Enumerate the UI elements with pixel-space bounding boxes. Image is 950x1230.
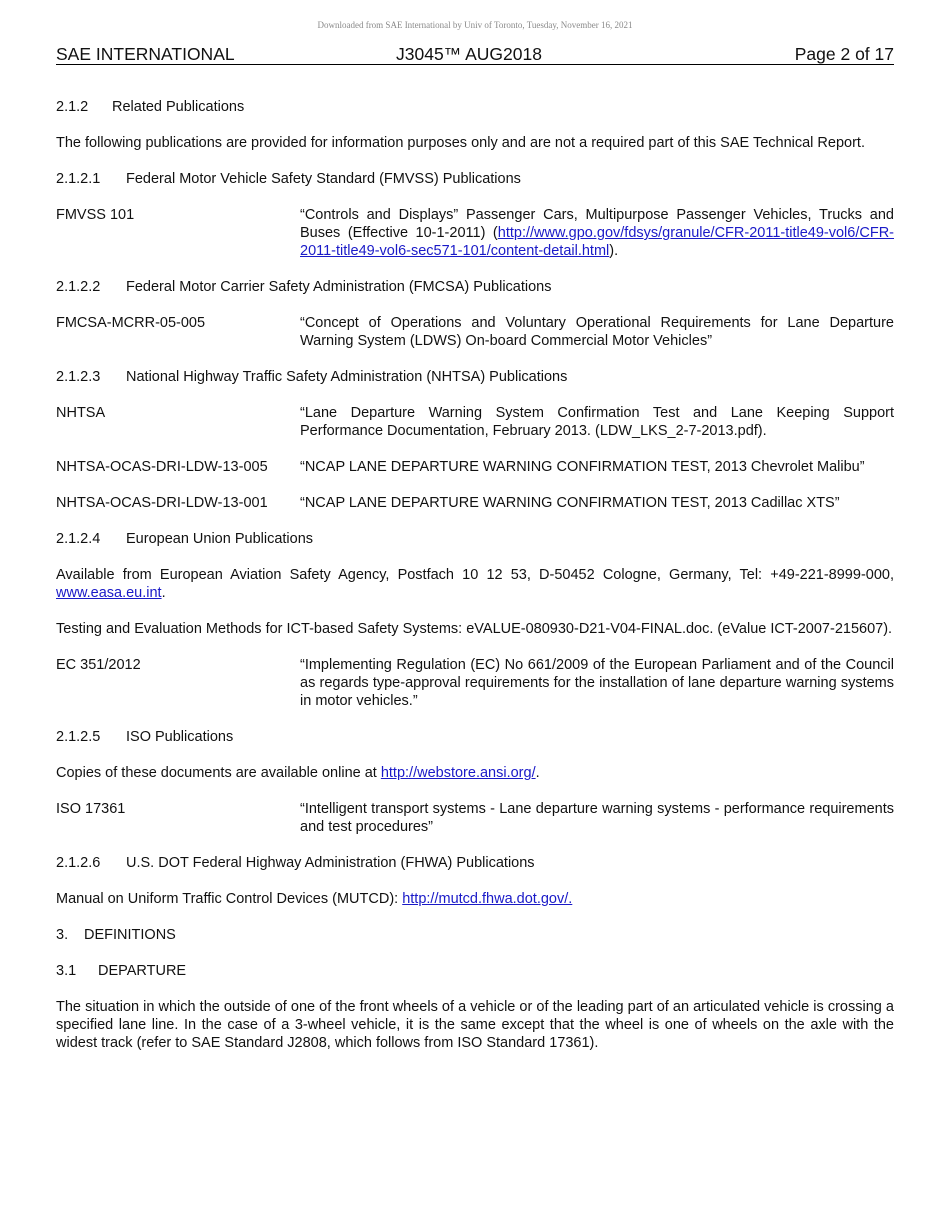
reference-id: NHTSA [56,405,106,421]
reference-description: “NCAP LANE DEPARTURE WARNING CONFIRMATION TEST, 2013 Cadillac XTS” [300,495,840,511]
reference-entry-nhtsa-13-005 [56,458,894,476]
reference-description: “Intelligent transport systems - Lane departure warning systems - performance requirements and test procedures” [300,801,894,835]
section-number: 2.1.2 [56,99,89,115]
section-title: National Highway Traffic Safety Administration (NHTSA) Publications [126,369,568,385]
section-number: 2.1.2.2 [56,279,101,295]
section-number: 3.1 [56,963,77,979]
section-2-1-2-heading [56,98,894,116]
ansi-webstore-link[interactable]: http://webstore.ansi.org/ [380,765,536,781]
mutcd-link[interactable]: http://mutcd.fhwa.dot.gov/. [402,891,573,907]
departure-definition-paragraph: The situation in which the outside of one of the front wheels of a vehicle or of the leading part of an articulated vehicle is crossing a specified lane line. In the case of a 3-wheel vehicle, it is the same except that the wheel is one of wheels on the axle with the widest track (refer to SAE Standard J2808, which follows from ISO Standard 17361). [56,999,894,1051]
header-document-id: J3045™ AUG2018 [396,44,542,64]
reference-id: NHTSA-OCAS-DRI-LDW-13-001 [56,495,268,511]
section-3-1-heading [56,962,894,980]
section-2-1-2-4-heading [56,530,894,548]
section-title: Related Publications [112,99,245,115]
section-2-1-2-paragraph: The following publications are provided for information purposes only and are not a required part of this SAE Technical Report. [56,135,865,151]
section-number: 2.1.2.3 [56,369,101,385]
section-number: 2.1.2.5 [56,729,101,745]
section-number: 2.1.2.1 [56,171,101,187]
section-3-heading [56,926,894,944]
section-2-1-2-6-heading [56,854,894,872]
easa-link[interactable]: www.easa.eu.int [56,585,162,601]
header-organization: SAE INTERNATIONAL [56,44,235,64]
header-page-number: Page 2 of 17 [794,44,894,64]
reference-description: “Concept of Operations and Voluntary Operational Requirements for Lane Departure Warning System (LDWS) On-board Commercial Motor Vehicles” [300,315,894,349]
reference-entry-iso-17361 [56,800,894,836]
reference-description: “NCAP LANE DEPARTURE WARNING CONFIRMATION TEST, 2013 Chevrolet Malibu” [300,459,865,475]
reference-description: “Implementing Regulation (EC) No 661/2009 of the European Parliament and of the Council as regards type-approval requirements for the installation of lane departure warning systems in motor vehicles.” [300,657,894,709]
section-title: DEFINITIONS [84,927,176,943]
reference-entry-fmvss-101 [56,206,894,260]
reference-id: FMVSS 101 [56,207,135,223]
reference-entry-ec-351-2012 [56,656,894,710]
section-2-1-2-5-heading [56,728,894,746]
section-2-1-2-3-heading [56,368,894,386]
page-header [56,44,894,65]
download-watermark: Downloaded from SAE International by Univ of Toronto, Tuesday, November 16, 2021 [317,20,633,30]
reference-entry-nhtsa-13-001 [56,494,894,512]
section-2-1-2-1-heading [56,170,894,188]
section-title: ISO Publications [126,729,234,745]
reference-id: EC 351/2012 [56,657,141,673]
reference-description: “Lane Departure Warning System Confirmation Test and Lane Keeping Support Performance Documentation, February 2013. (LDW_LKS_2-7-2013.pdf). [300,405,894,439]
reference-description: “Controls and Displays” Passenger Cars, Multipurpose Passenger Vehicles, Trucks and Buses (Effective 10-1-2011) (http://www.gpo.gov/fdsys/granule/CFR-2011-title49-vol6/CFR-2011-title49-vol6-sec571-101/content-detail.html). [300,207,894,259]
section-number: 2.1.2.4 [56,531,101,547]
section-title: U.S. DOT Federal Highway Administration (FHWA) Publications [126,855,535,871]
section-title: Federal Motor Carrier Safety Administration (FMCSA) Publications [126,279,552,295]
gpo-cfr-link[interactable]: http://www.gpo.gov/fdsys/granule/CFR-2011-title49-vol6/CFR-2011-title49-vol6-sec571-101/content-detail.html [300,225,894,259]
document-body [56,98,894,1070]
section-number: 2.1.2.6 [56,855,101,871]
easa-availability-paragraph: Available from European Aviation Safety Agency, Postfach 10 12 53, D-50452 Cologne, Germany, Tel: +49-221-8999-000, www.easa.eu.int. [56,567,894,601]
reference-id: NHTSA-OCAS-DRI-LDW-13-005 [56,459,268,475]
section-title: Federal Motor Vehicle Safety Standard (FMVSS) Publications [126,171,521,187]
reference-id: ISO 17361 [56,801,126,817]
section-2-1-2-2-heading [56,278,894,296]
reference-id: FMCSA-MCRR-05-005 [56,315,206,331]
section-number: 3. [56,927,69,943]
reference-entry-fmcsa [56,314,894,350]
mutcd-paragraph: Manual on Uniform Traffic Control Devices (MUTCD): http://mutcd.fhwa.dot.gov/. [56,891,573,907]
section-title: DEPARTURE [98,963,187,979]
reference-entry-nhtsa [56,404,894,440]
section-title: European Union Publications [126,531,314,547]
ansi-paragraph: Copies of these documents are available online at http://webstore.ansi.org/. [56,765,540,781]
evalue-paragraph: Testing and Evaluation Methods for ICT-based Safety Systems: eVALUE-080930-D21-V04-FINAL.doc. (eValue ICT-2007-215607). [56,621,893,637]
